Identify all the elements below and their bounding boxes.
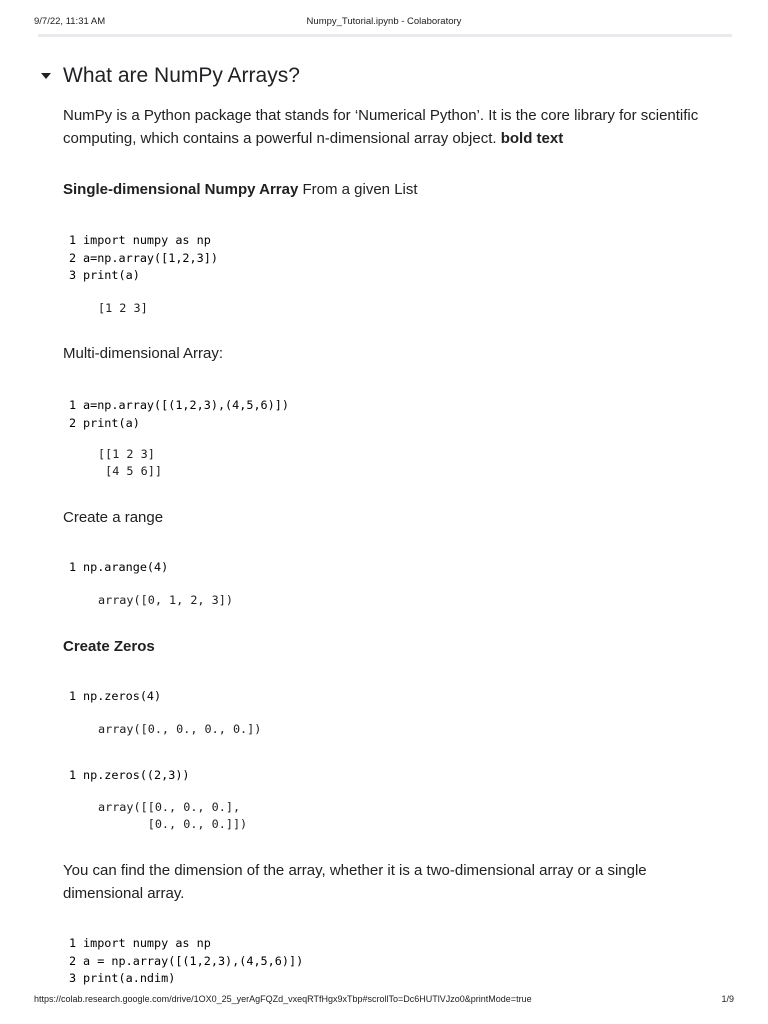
code-line <box>69 767 190 785</box>
code-line <box>69 250 218 268</box>
intro-paragraph <box>63 105 728 150</box>
line-number: 1 <box>69 398 77 412</box>
collapse-arrow-icon[interactable] <box>36 66 56 86</box>
code-line <box>69 232 218 250</box>
code-text: print(a) <box>83 415 140 430</box>
print-title: Numpy_Tutorial.ipynb - Colaboratory <box>306 16 462 27</box>
header-divider <box>38 34 732 37</box>
code-line <box>69 935 303 953</box>
print-url: https://colab.research.google.com/drive/1OX0_25_yerAgFQZd_vxeqRTfHgx9xTbp#scrollTo=Dc6HUTlVJzo0&printMode=true <box>34 994 532 1004</box>
line-number: 2 <box>69 415 77 430</box>
line-number: 1 <box>69 560 77 574</box>
code-line <box>69 970 303 988</box>
code-text: np.arange(4) <box>83 560 169 574</box>
section-title: What are NumPy Arrays? <box>63 64 300 87</box>
single-dim-text: From a given List <box>298 181 418 198</box>
code-text: np.zeros(4) <box>83 689 162 703</box>
line-number: 2 <box>69 250 77 265</box>
zeros-heading: Create Zeros <box>63 638 155 655</box>
page-number: 1/9 <box>721 994 734 1004</box>
range-text: Create a range <box>63 509 164 526</box>
code-line <box>69 559 168 577</box>
cell-output: array([[0., 0., 0.], [0., 0., 0.]]) <box>98 800 248 831</box>
code-line <box>69 688 161 706</box>
line-number: 3 <box>69 268 77 282</box>
line-number: 3 <box>69 971 77 985</box>
multi-dim-text: Multi-dimensional Array: <box>63 345 224 362</box>
line-number: 2 <box>69 953 77 968</box>
code-text: a=np.array([1,2,3]) <box>83 250 218 265</box>
section-heading <box>36 64 300 88</box>
cell-output: [[1 2 3] [4 5 6]] <box>98 447 162 478</box>
single-dim-bold: Single-dimensional Numpy Array <box>63 181 299 198</box>
code-text: print(a) <box>83 268 140 282</box>
code-text: np.zeros((2,3)) <box>83 768 190 782</box>
cell-output: array([0., 0., 0., 0.]) <box>98 722 262 736</box>
code-text: import numpy as np <box>83 233 211 247</box>
code-text: a=np.array([(1,2,3),(4,5,6)]) <box>83 398 289 412</box>
code-cell[interactable] <box>69 688 161 706</box>
code-text: a = np.array([(1,2,3),(4,5,6)]) <box>83 953 304 968</box>
code-cell[interactable] <box>69 559 168 577</box>
code-text: print(a.ndim) <box>83 971 176 985</box>
code-line <box>69 953 303 971</box>
dimension-paragraph: You can find the dimension of the array, whether it is a two-dimensional array or a single dimensional array. <box>63 862 647 902</box>
print-footer <box>34 994 734 1008</box>
code-line <box>69 397 289 415</box>
intro-bold-text: bold text <box>500 129 564 147</box>
cell-output: [1 2 3] <box>98 301 148 315</box>
code-cell[interactable] <box>69 397 289 432</box>
print-date: 9/7/22, 11:31 AM <box>34 16 106 27</box>
line-number: 1 <box>69 689 77 703</box>
cell-output: array([0, 1, 2, 3]) <box>98 593 233 607</box>
line-number: 1 <box>69 936 77 950</box>
single-dim-paragraph <box>63 179 728 202</box>
code-cell[interactable] <box>69 767 190 785</box>
line-number: 1 <box>69 233 77 247</box>
code-cell[interactable] <box>69 935 303 988</box>
line-number: 1 <box>69 768 77 782</box>
print-header <box>34 16 734 30</box>
code-cell[interactable] <box>69 232 218 285</box>
code-line <box>69 415 289 433</box>
code-text: import numpy as np <box>83 936 211 950</box>
code-line <box>69 267 218 285</box>
intro-text: NumPy is a Python package that stands for ‘Numerical Python’. It is the core library for scientific computing, which contains a powerful n-dimensional array object. <box>63 107 699 147</box>
